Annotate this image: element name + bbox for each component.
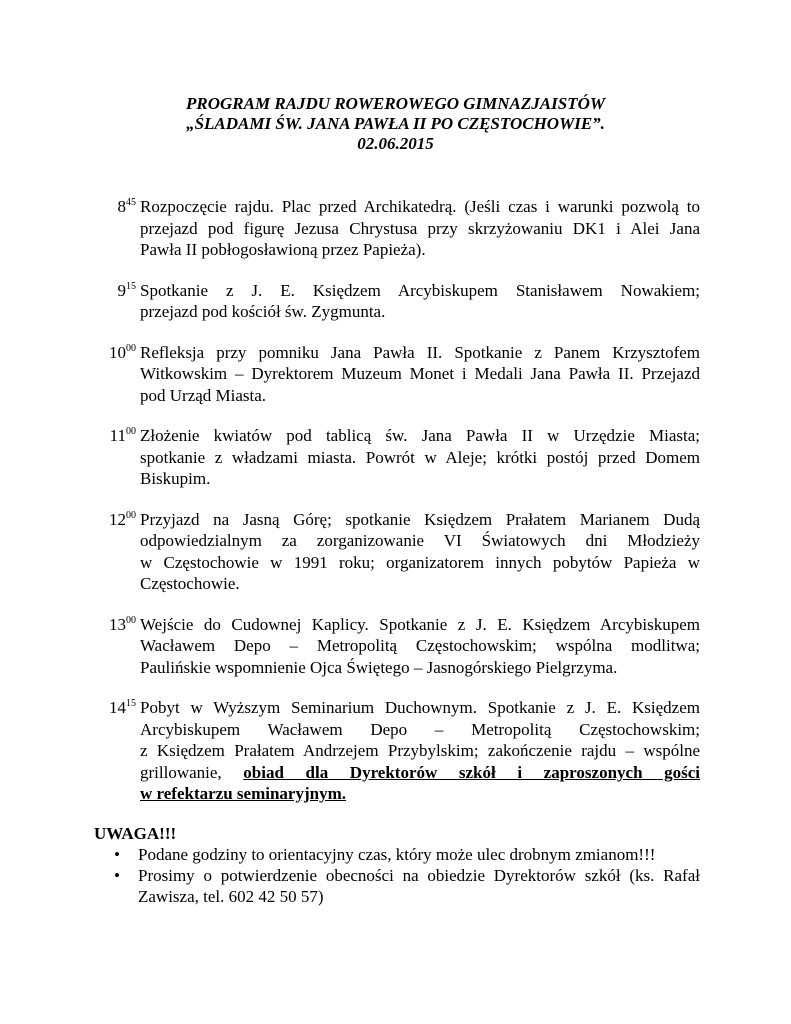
time-minutes: 00 <box>126 614 136 626</box>
bullet-icon: • <box>114 866 120 885</box>
schedule-entry <box>86 697 700 805</box>
time-minutes: 00 <box>126 426 136 437</box>
desc-line: Spotkanie z J. E. Księdzem Arcybiskupem Stanisławem Nowakiem; <box>140 280 700 300</box>
time-hour: 14 <box>109 698 126 717</box>
list-item <box>108 865 700 907</box>
title-line-1: PROGRAM RAJDU ROWEROWEGO GIMNAZJAISTÓW <box>186 94 605 113</box>
time-hour: 10 <box>109 342 126 362</box>
entry-description <box>140 280 700 323</box>
desc-line: Pobyt w Wyższym Seminarium Duchownym. Spotkanie z J. E. Księdzem <box>140 698 700 717</box>
entry-description <box>140 196 700 261</box>
desc-line-mixed <box>140 762 700 784</box>
entry-time <box>86 196 136 218</box>
bullet-icon: • <box>114 845 120 864</box>
time-minutes: 15 <box>126 698 136 709</box>
time-minutes: 00 <box>126 342 136 354</box>
desc-line: Refleksja przy pomniku Jana Pawła II. Spotkanie z Panem Krzysztofem <box>140 342 700 362</box>
desc-line: pod Urząd Miasta. <box>140 385 267 405</box>
entry-time <box>86 614 136 636</box>
desc-emphasis-line: w refektarzu seminaryjnym. <box>140 784 347 803</box>
entry-time <box>86 342 136 364</box>
schedule-entry <box>86 509 700 595</box>
desc-line: Wejście do Cudownej Kaplicy. Spotkanie z J. E. Księdzem Arcybiskupem <box>140 614 700 634</box>
desc-line: odpowiedzialnym za zorganizowanie VI Światowych dni Młodzieży <box>140 531 700 550</box>
time-minutes: 00 <box>126 509 136 521</box>
desc-line: z Księdzem Prałatem Andrzejem Przybylskim; zakończenie rajdu – wspólne <box>140 741 700 760</box>
list-item <box>108 844 700 865</box>
entry-description <box>140 697 700 805</box>
time-hour: 12 <box>109 509 126 529</box>
schedule-entry <box>86 280 700 323</box>
desc-line: Biskupim. <box>140 469 211 488</box>
entry-time <box>86 425 136 447</box>
document-title <box>0 94 791 154</box>
note-text <box>138 844 700 865</box>
notes-list <box>108 844 700 907</box>
notes-heading: UWAGA!!! <box>94 824 177 843</box>
desc-line: Arcybiskupem Wacławem Depo – Metropolitą Częstochowskim; <box>140 719 700 739</box>
desc-line: Paulińskie wspomnienie Ojca Świętego – Jasnogórskiego Pielgrzyma. <box>140 657 618 677</box>
entry-time <box>86 280 136 302</box>
desc-line: w Częstochowie w 1991 roku; organizatorem innych pobytów Papieża w <box>140 552 700 572</box>
desc-plain-text: grillowanie, <box>140 762 244 782</box>
desc-line: Przyjazd na Jasną Górę; spotkanie Księdzem Prałatem Marianem Dudą <box>140 509 700 529</box>
time-minutes: 45 <box>126 197 136 208</box>
title-date: 02.06.2015 <box>357 134 434 153</box>
desc-line: Złożenie kwiatów pod tablicą św. Jana Pawła II w Urzędzie Miasta; <box>140 426 700 445</box>
schedule-entry <box>86 342 700 407</box>
entry-description <box>140 342 700 407</box>
note-line: Podane godziny to orientacyjny czas, który może ulec drobnym zmianom!!! <box>138 845 656 864</box>
schedule-list <box>86 196 700 824</box>
note-text <box>138 865 700 907</box>
desc-emphasis-text: obiad dla Dyrektorów szkół i zaproszonych gości <box>243 762 701 782</box>
time-hour: 11 <box>109 426 126 445</box>
desc-line: Wacławem Depo – Metropolitą Częstochowskim; wspólna modlitwa; <box>140 636 700 655</box>
desc-line: Witkowskim – Dyrektorem Muzeum Monet i Medali Jana Pawła II. Przejazd <box>140 364 700 383</box>
note-line: Prosimy o potwierdzenie obecności na obiedzie Dyrektorów szkół (ks. Rafał <box>138 866 700 885</box>
entry-time <box>86 697 136 719</box>
schedule-entry <box>86 196 700 261</box>
schedule-entry <box>86 425 700 490</box>
desc-line: przejazd pod figurę Jezusa Chrystusa przy skrzyżowaniu DK1 i Alei Jana <box>140 218 700 238</box>
entry-description <box>140 509 700 595</box>
notes-section <box>94 823 700 907</box>
title-line-2: „ŚLADAMI ŚW. JANA PAWŁA II PO CZĘSTOCHOWIE”. <box>186 114 605 133</box>
desc-line: Pawła II pobłogosławioną przez Papieża). <box>140 240 426 259</box>
time-minutes: 15 <box>126 280 136 292</box>
time-hour: 9 <box>117 280 126 300</box>
schedule-entry <box>86 614 700 679</box>
desc-line: Częstochowie. <box>140 574 240 593</box>
desc-line: Rozpoczęcie rajdu. Plac przed Archikatedrą. (Jeśli czas i warunki pozwolą to <box>140 197 700 216</box>
desc-line: przejazd pod kościół św. Zygmunta. <box>140 302 386 321</box>
time-hour: 8 <box>117 197 126 216</box>
entry-time <box>86 509 136 531</box>
entry-description <box>140 425 700 490</box>
note-line: Zawisza, tel. 602 42 50 57) <box>138 887 324 906</box>
entry-description <box>140 614 700 679</box>
desc-line: spotkanie z władzami miasta. Powrót w Aleje; krótki postój przed Domem <box>140 447 700 467</box>
time-hour: 13 <box>109 614 126 634</box>
